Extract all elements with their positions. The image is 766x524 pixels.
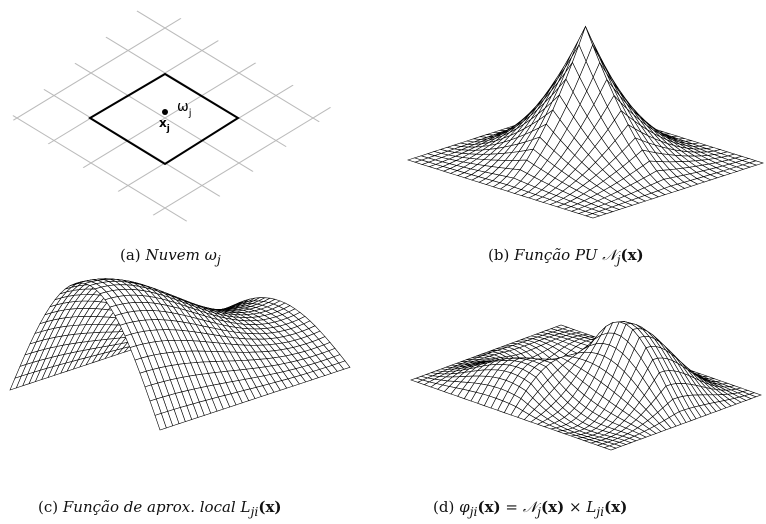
grid-line [91,0,380,163]
grid-line [0,0,380,240]
grid-line [0,0,380,240]
background-grid [0,0,380,240]
panel-shape-function [383,270,766,524]
grid-line [0,0,380,240]
cloud-label: $\omega_j$ [177,99,192,119]
panel-pu-function [383,0,766,270]
grid-line [0,0,380,240]
node-point [162,109,168,115]
grid-line [0,0,313,208]
grid-line [0,0,380,240]
grid-line [0,6,350,241]
caption-d: (d) $\varphi_{ji}(x)$ = 𝒩$_j$(x) × $L_{ji}(x)$ [433,498,628,519]
grid-line [17,0,380,208]
grid-line [0,0,380,240]
panel-local-approx [0,270,380,524]
local-approx-surface-figure [0,270,380,492]
grid-line [0,0,380,240]
grid-line [54,51,380,241]
grid-line [54,0,380,186]
panel-cloud [0,0,380,267]
grid-line [0,51,276,241]
grid-line [0,0,276,186]
grid-line [91,73,380,240]
cloud-label-sub: j [188,108,192,119]
grid-line [0,0,380,240]
grid-line [0,96,202,241]
caption-b: (b) Função PU 𝒩$_j$(x) [488,246,644,267]
pu-surface-figure [383,0,766,240]
node-label-sub: j [166,124,170,134]
grid-line [0,6,380,241]
grid-line [0,0,239,163]
shape-function-surface-figure [383,270,766,492]
grid-line [0,0,380,240]
cloud-grid-figure [0,0,380,240]
grid-line [17,28,380,240]
caption-a: (a) Nuvem $\omega_j$ [120,246,221,267]
node-label: $x_j$ [159,116,170,134]
caption-c: (c) Função de aprox. local $L_{ji}(x)$ [38,498,282,519]
grid-line [0,0,380,240]
grid-line [0,0,202,141]
